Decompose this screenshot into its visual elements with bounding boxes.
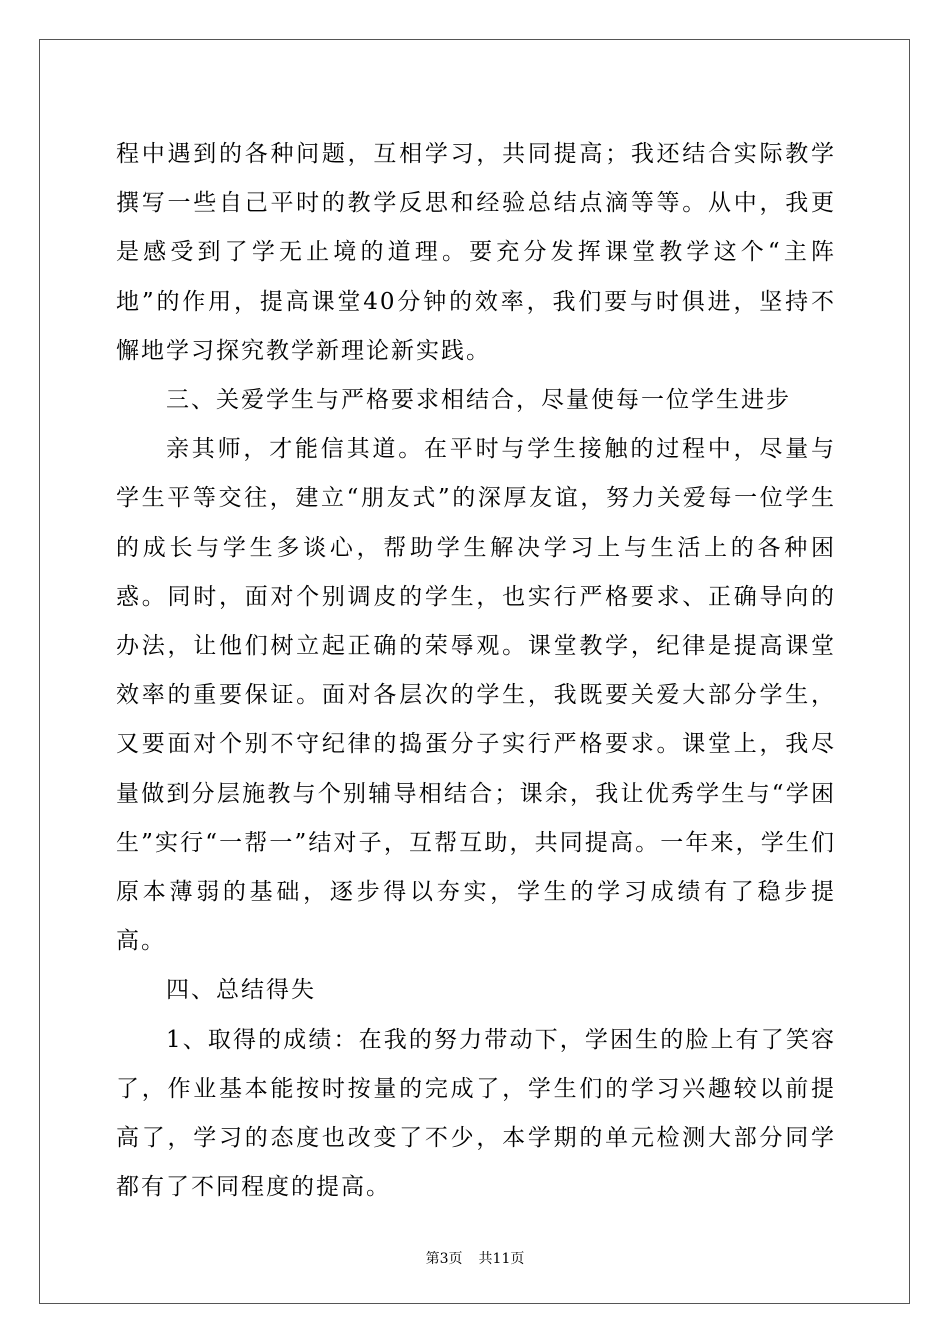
paragraph-achievements: 1、取得的成绩：在我的努力带动下，学困生的脸上有了笑容了，作业基本能按时按量的完成了，学生们的学习兴趣较以前提高了，学习的态度也改变了不少，本学期的单元检测大部分同学都有了不同程度的提高。 [116,1026,836,1201]
paragraph-section-three: 亲其师，才能信其道。在平时与学生接触的过程中，尽量与学生平等交往，建立“朋友式”的深厚友谊，努力关爱每一位学生的成长与学生多谈心，帮助学生解决学习上与生活上的各种困惑。同时，面对个别调皮的学生，也实行严格要求、正确导向的办法，让他们树立起正确的荣辱观。课堂教学，纪律是提高课堂效率的重要保证。面对各层次的学生，我既要关爱大部分学生，又要面对个别不守纪律的捣蛋分子实行严格要求。课堂上，我尽量做到分层施教与个别辅导相结合；课余，我让优秀学生与“学困生”实行“一帮一”结对子，互帮互助，共同提高。一年来，学生们原本薄弱的基础，逐步得以夯实，学生的学习成绩有了稳步提高。 [116,436,836,955]
section-heading-three: 三、关爱学生与严格要求相结合，尽量使每一位学生进步 [166,387,791,414]
document-body [116,130,836,1212]
page-footer [0,1248,950,1268]
section-heading-four: 四、总结得失 [166,977,316,1004]
paragraph-continuation: 程中遇到的各种问题，互相学习，共同提高；我还结合实际教学撰写一些自己平时的教学反思和经验总结点滴等等。从中，我更是感受到了学无止境的道理。要充分发挥课堂教学这个“主阵地”的作用，提高课堂40分钟的效率，我们要与时俱进，坚持不懈地学习探究教学新理论新实践。 [116,141,836,364]
page-number-total: 共11页 [478,1251,525,1267]
page-number-current: 第3页 [425,1251,463,1267]
